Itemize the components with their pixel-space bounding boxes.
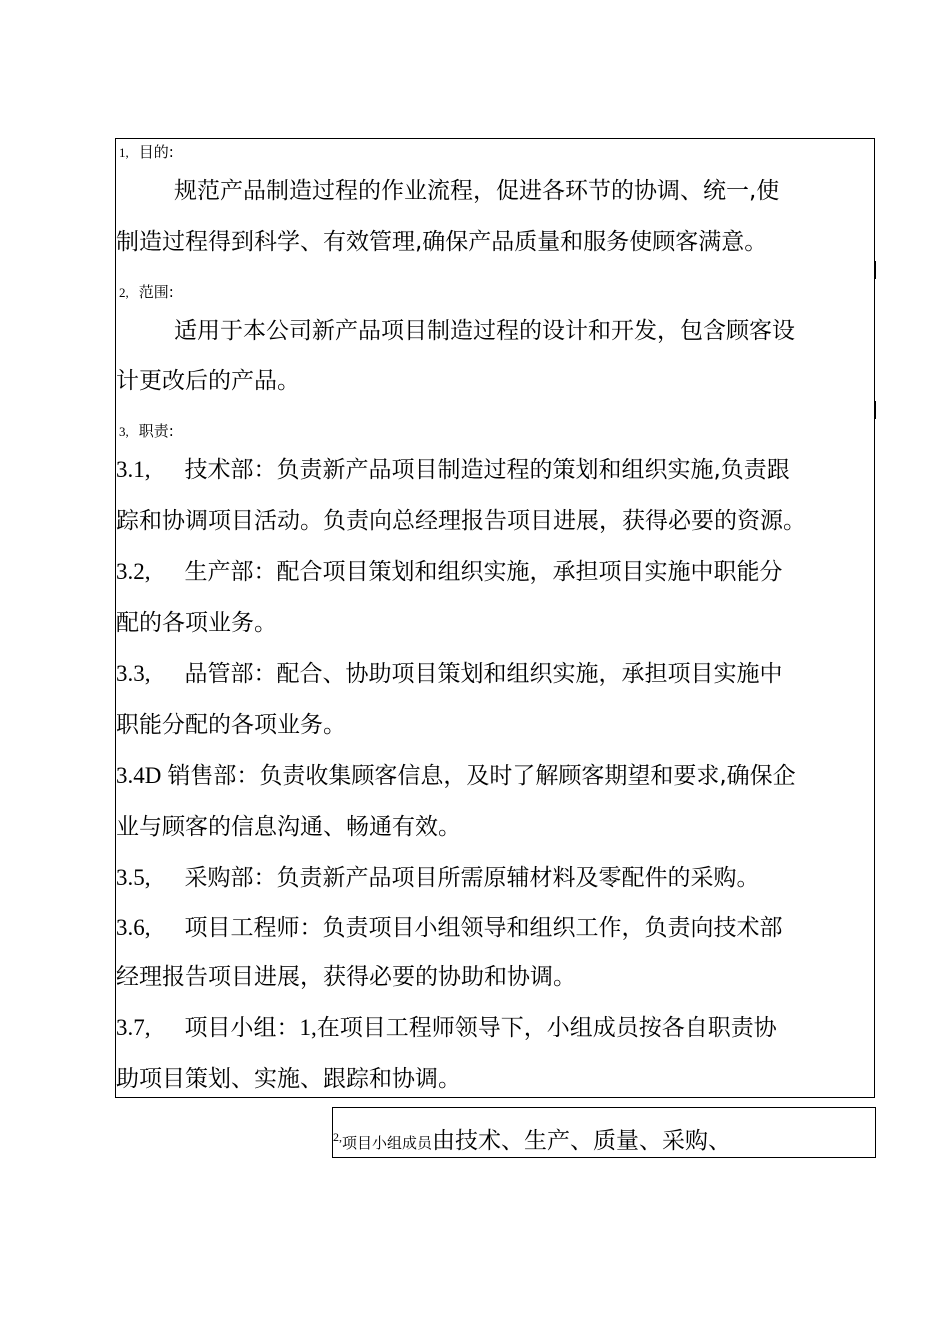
item-3-4-line-2: 业与顾客的信息沟通、畅通有效。	[116, 814, 461, 840]
section-1-heading	[119, 142, 174, 163]
section-2-line-1: 适用于本公司新产品项目制造过程的设计和开发，包含顾客设	[174, 318, 795, 344]
section-number: 1,	[119, 145, 129, 160]
body-text: 由技术、生产、质量、采购、	[432, 1128, 732, 1154]
item-3-7-line-1: 3.7, 项目小组：1,在项目工程师领导下，小组成员按各自职责协	[116, 1015, 777, 1041]
item-number: 3.4D	[116, 763, 162, 788]
section-title: 职责:	[138, 422, 174, 440]
section-1-line-2: 制造过程得到科学、有效管理,确保产品质量和服务使顾客满意。	[116, 229, 768, 255]
section-number: 2,	[119, 285, 129, 300]
section-1-line-1: 规范产品制造过程的作业流程，促进各环节的协调、统一,使	[174, 178, 780, 204]
section-2-heading	[119, 282, 174, 303]
item-3-4-line-1: 3.4D 销售部：负责收集顾客信息，及时了解顾客期望和要求,确保企	[116, 763, 796, 789]
item-number: 3.7,	[116, 1015, 151, 1040]
section-title: 目的:	[138, 143, 174, 161]
border-mark	[875, 401, 876, 419]
item-number: 2,	[333, 1130, 342, 1144]
item-3-1-line-2: 踪和协调项目活动。负责向总经理报告项目进展，获得必要的资源。	[116, 508, 806, 534]
border-mark	[875, 261, 876, 279]
section-3-heading	[119, 421, 174, 442]
continuation-box	[332, 1107, 876, 1158]
procedure-text-box	[115, 138, 875, 1098]
item-3-3-line-2: 职能分配的各项业务。	[116, 712, 346, 738]
item-3-1-line-1: 3.1, 技术部：负责新产品项目制造过程的策划和组织实施,负责跟	[116, 457, 790, 483]
section-title: 范围:	[138, 283, 174, 301]
item-3-5-line-1: 3.5, 采购部：负责新产品项目所需原辅材料及零配件的采购。	[116, 865, 760, 891]
item-3-6-line-2: 经理报告项目进展，获得必要的协助和协调。	[116, 964, 576, 990]
item-3-2-line-1: 3.2, 生产部：配合项目策划和组织实施，承担项目实施中职能分	[116, 559, 783, 585]
section-number: 3,	[119, 424, 129, 439]
section-2-line-2: 计更改后的产品。	[116, 368, 300, 394]
item-number: 3.5,	[116, 865, 151, 890]
item-number: 3.1,	[116, 457, 151, 482]
item-3-2-line-2: 配的各项业务。	[116, 610, 277, 636]
item-number: 3.3,	[116, 661, 151, 686]
item-3-6-line-1: 3.6, 项目工程师：负责项目小组领导和组织工作，负责向技术部	[116, 915, 783, 941]
item-number: 3.2,	[116, 559, 151, 584]
continuation-line	[333, 1125, 731, 1155]
item-number: 3.6,	[116, 915, 151, 940]
subject-text: 项目小组成员	[342, 1134, 433, 1152]
item-3-3-line-1: 3.3, 品管部：配合、协助项目策划和组织实施，承担项目实施中	[116, 661, 783, 687]
item-3-7-line-2: 助项目策划、实施、跟踪和协调。	[116, 1066, 461, 1092]
